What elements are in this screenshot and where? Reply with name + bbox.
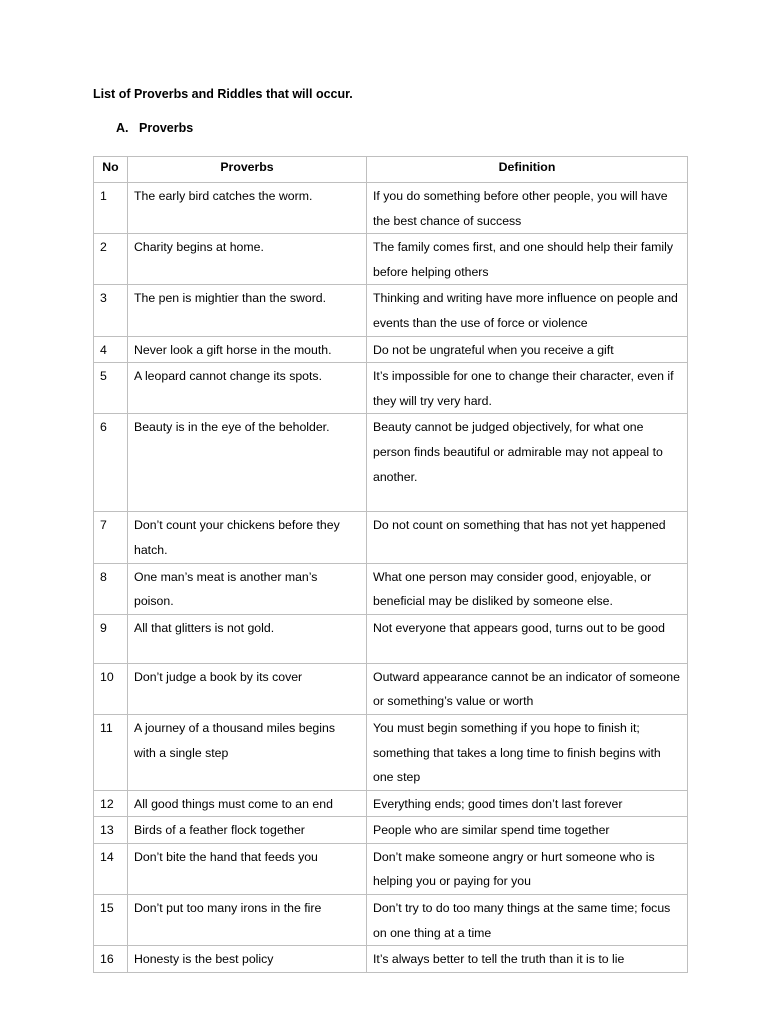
cell-no: 10 (94, 663, 128, 714)
cell-definition: Don’t make someone angry or hurt someone who is helping you or paying for you (367, 843, 688, 894)
cell-proverb: Honesty is the best policy (128, 946, 367, 973)
cell-proverb: Charity begins at home. (128, 234, 367, 285)
document-title: List of Proverbs and Riddles that will occur. (93, 87, 353, 101)
cell-proverb: Beauty is in the eye of the beholder. (128, 414, 367, 512)
cell-no: 12 (94, 790, 128, 817)
cell-no: 4 (94, 336, 128, 363)
cell-proverb: The pen is mightier than the sword. (128, 285, 367, 336)
cell-proverb: Don’t count your chickens before they hatch. (128, 512, 367, 563)
cell-no: 2 (94, 234, 128, 285)
cell-definition: Do not be ungrateful when you receive a gift (367, 336, 688, 363)
cell-definition: It’s always better to tell the truth than it is to lie (367, 946, 688, 973)
table-row (94, 512, 688, 563)
cell-proverb: One man’s meat is another man’s poison. (128, 563, 367, 614)
table-row (94, 234, 688, 285)
cell-definition: If you do something before other people, you will have the best chance of success (367, 183, 688, 234)
table-row (94, 714, 688, 790)
cell-definition: Beauty cannot be judged objectively, for what one person finds beautiful or admirable may not appeal to another. (367, 414, 688, 512)
table-row (94, 895, 688, 946)
cell-no: 13 (94, 817, 128, 844)
table-row (94, 563, 688, 614)
table-row (94, 183, 688, 234)
cell-definition: What one person may consider good, enjoyable, or beneficial may be disliked by someone else. (367, 563, 688, 614)
cell-no: 1 (94, 183, 128, 234)
cell-definition: Outward appearance cannot be an indicator of someone or something’s value or worth (367, 663, 688, 714)
cell-definition: Do not count on something that has not yet happened (367, 512, 688, 563)
cell-proverb: The early bird catches the worm. (128, 183, 367, 234)
table-row (94, 614, 688, 663)
cell-definition: Not everyone that appears good, turns out to be good (367, 614, 688, 663)
cell-proverb: Don’t bite the hand that feeds you (128, 843, 367, 894)
cell-proverb: A leopard cannot change its spots. (128, 363, 367, 414)
cell-definition: People who are similar spend time together (367, 817, 688, 844)
cell-no: 16 (94, 946, 128, 973)
cell-definition: The family comes first, and one should help their family before helping others (367, 234, 688, 285)
cell-definition: Thinking and writing have more influence on people and events than the use of force or violence (367, 285, 688, 336)
table-row (94, 663, 688, 714)
table-row (94, 817, 688, 844)
cell-proverb: A journey of a thousand miles begins with a single step (128, 714, 367, 790)
table-row (94, 790, 688, 817)
cell-proverb: Birds of a feather flock together (128, 817, 367, 844)
cell-no: 14 (94, 843, 128, 894)
table-row (94, 336, 688, 363)
header-definition: Definition (367, 157, 688, 183)
table-row (94, 285, 688, 336)
cell-no: 11 (94, 714, 128, 790)
cell-no: 6 (94, 414, 128, 512)
header-proverbs: Proverbs (128, 157, 367, 183)
cell-no: 15 (94, 895, 128, 946)
section-title: Proverbs (139, 121, 194, 135)
table-row (94, 414, 688, 512)
table-header-row (94, 157, 688, 183)
section-letter: A. (116, 121, 129, 135)
cell-definition: It’s impossible for one to change their character, even if they will try very hard. (367, 363, 688, 414)
cell-no: 8 (94, 563, 128, 614)
cell-proverb: All good things must come to an end (128, 790, 367, 817)
section-heading (116, 121, 193, 135)
proverbs-table (93, 156, 688, 973)
header-no: No (94, 157, 128, 183)
table-row (94, 946, 688, 973)
cell-definition: You must begin something if you hope to finish it; something that takes a long time to finish begins with one step (367, 714, 688, 790)
cell-no: 7 (94, 512, 128, 563)
cell-proverb: Never look a gift horse in the mouth. (128, 336, 367, 363)
cell-no: 5 (94, 363, 128, 414)
cell-no: 9 (94, 614, 128, 663)
cell-proverb: All that glitters is not gold. (128, 614, 367, 663)
cell-proverb: Don’t put too many irons in the fire (128, 895, 367, 946)
cell-no: 3 (94, 285, 128, 336)
table-row (94, 843, 688, 894)
table-row (94, 363, 688, 414)
cell-definition: Don’t try to do too many things at the same time; focus on one thing at a time (367, 895, 688, 946)
cell-proverb: Don’t judge a book by its cover (128, 663, 367, 714)
cell-definition: Everything ends; good times don’t last forever (367, 790, 688, 817)
